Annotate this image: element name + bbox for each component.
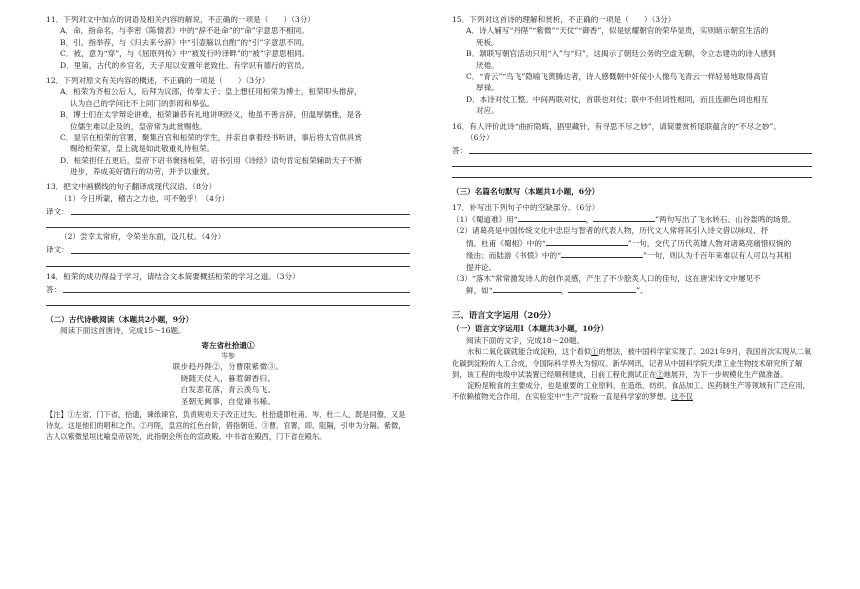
question-15-option-a: [452, 25, 812, 48]
question-15: [452, 14, 812, 117]
answer-line[interactable]: [46, 256, 410, 267]
text: （2）诸葛亮是中国传统文化中忠臣与智者的代表人物，历代文人常将其引入诗文借以咏叹、抒: [452, 226, 769, 236]
question-12-option-b: [46, 109, 410, 132]
question-11-option-a: A．命，指命名，与李密《陈情表》中的“辞不赴命”的“命”字意思不相同。: [60, 26, 309, 36]
option-line: B．颔联写朝官活动只用“入”与“归”，这揭示了朝廷公务的空虚无聊，令立志建功的诗人感到: [466, 49, 776, 59]
option-line-continued: 厌倦。: [476, 60, 499, 70]
option-line: A．诗人辅写“丹陛”“紫微”“天仗”“御香”，似是炫耀朝官的荣华显贵，实则暗示朝官生活的: [466, 26, 769, 36]
question-17-item-3: [452, 273, 812, 297]
question-15-option-d: [452, 94, 812, 117]
text-line: [452, 237, 812, 249]
text: ”两句写出了飞水转石、山谷轰鸣的场景。: [655, 215, 796, 225]
question-14: [46, 271, 410, 306]
right-column: [452, 14, 812, 403]
poem-line: 联步趋丹陛②，分曹限紫微③。: [172, 362, 284, 372]
answer-line[interactable]: [452, 156, 812, 167]
question-11-option-d: D．里第，古代的乡官名，天子用以安置年老致仕、有学识有德行的官员。: [60, 60, 310, 70]
passage-paragraph-2: [452, 380, 812, 403]
question-15-option-c: [452, 71, 812, 94]
question-17-stem: 17．补写出下列句子中的空缺部分。（6分）: [452, 202, 600, 212]
question-12-option-c: [46, 132, 410, 155]
text: ，: [585, 215, 594, 225]
option-line: C．显宗在桓荣的官署，聚集百官和桓荣的学生，并亲自拿着经书听讲，事后将太官供具赏: [60, 132, 362, 142]
poem-title: 寄左省杜拾遗①: [201, 340, 255, 350]
option-line: A．桓荣为齐桓公后人，后拜为议郎，传奉太子；皇上想任用桓荣为博士，桓荣叩头推辞，: [60, 87, 362, 97]
text: 地展开，为下一步规模化生产做准备。: [663, 369, 788, 379]
option-line-continued: 认为自己的学问比不上同门的彭闳和皋弘。: [70, 98, 215, 108]
answer-line[interactable]: [452, 167, 812, 178]
section-poetry-intro: 阅读下面这首唐诗，完成15～16题。: [60, 326, 186, 336]
answer-label: 答：: [452, 145, 468, 155]
option-line-continued: 对应。: [476, 106, 499, 116]
fill-blank[interactable]: [493, 284, 561, 293]
question-13-sentence-2: （2）尝幸太常府，令荣坐东面，设几杖。（4分）: [60, 232, 226, 242]
answer-line[interactable]: [452, 144, 812, 156]
question-12-stem: 12．下列对原文有关内容的概述，不正确的一项是（ ）（3分）: [46, 75, 270, 85]
blank-marker-2: ②: [656, 369, 664, 379]
answer-line[interactable]: [46, 205, 410, 217]
option-line-continued: 厚禄。: [476, 83, 499, 93]
answer-line[interactable]: [46, 283, 410, 295]
option-line: D．本诗对仗工整。中间两联对仗，首联也对仗；联中不但词性相同，而且连颜色词也相互: [466, 94, 769, 104]
question-17: [452, 202, 812, 297]
poem-line: 圣朝无阙事，自觉谏书稀。: [180, 396, 276, 406]
blank-marker-1: ①: [591, 347, 599, 357]
text: （1）《蜀道难》用“: [452, 215, 518, 225]
question-12: [46, 75, 410, 178]
fill-blank[interactable]: [518, 213, 586, 222]
question-16-score: （6分）: [466, 132, 494, 142]
part-3-heading: 三、语言文字运用（20分）: [452, 309, 556, 320]
question-16-stem: 16．有人评价此诗“曲折隐晦，猖里藏针，有寻思不尽之妙”，请简要赏析尾联蕴含的“不尽之妙”。: [452, 121, 781, 131]
poem-line: 晓随天仗入，暮惹御香归。: [180, 373, 276, 383]
text: 提并论。: [466, 262, 497, 272]
fill-blank[interactable]: [568, 284, 636, 293]
question-17-item-2: [452, 225, 812, 273]
question-13: [46, 181, 410, 266]
answer-line[interactable]: [46, 244, 410, 256]
underlined-sentence: 这不仅: [671, 392, 693, 402]
fill-blank[interactable]: [593, 213, 655, 222]
option-line-continued: 位儒生难以企及的，皇帝常为此赏赐他。: [70, 121, 207, 131]
translation-label: 译文：: [46, 245, 69, 255]
poem-note: 【注】①左省，门下省，拾遗，谏纸谏官，负责规劝天子改正过失。杜拾遗即杜甫。岑、杜二人，既是同僚，又是诗友。这是他们的唱和之作。②丹陛，皇宫的红色台阶，借指朝廷。③曹，官署，即，阻隔，引申为分隔。紫微，古人以紫微星垣比喻皇帝居处，此指朝会所在的宣政殿。中书省在殿西，门下省在殿东。: [46, 409, 406, 441]
question-11-option-b: B．引，指举荐，与《归去来兮辞》中“引壶觞以自酌”的“引”字意思不同。: [60, 37, 309, 47]
question-11-option-c: C．被，意为“穿”，与《屈原列传》中“被发行吟泽畔”的“被”字意思相同。: [60, 49, 310, 59]
answer-rule: [71, 214, 410, 215]
question-12-option-d: [46, 155, 410, 178]
question-17-item-1: [452, 213, 812, 225]
option-line: B．博士们在太学辩论讲难，桓荣谦恭有礼地讲明经义，他虽不善言辞，但温厚儒雅，是各: [60, 110, 362, 120]
question-13-stem: 13．把文中画横线的句子翻译成现代汉语。（8分）: [46, 182, 217, 192]
subsection-intro: 阅读下面的文字，完成18～20题。: [466, 335, 585, 345]
poem-author: 岑参: [221, 352, 235, 361]
question-12-option-a: [46, 86, 410, 109]
section-poetry-heading: （二）古代诗歌阅读（本题共2小题，9分）: [46, 315, 194, 325]
answer-rule: [469, 153, 812, 154]
question-11: [46, 14, 410, 71]
text: 缘由；而陆游《书愤》中的“: [466, 251, 562, 261]
option-line-continued: 赐给桓荣家，皇上就是如此敬重礼待桓荣。: [70, 144, 215, 154]
text: ”。: [636, 286, 648, 296]
option-line: D．桓荣担任五更后，皇帝下诏书褒扬桓荣，诏书引用《诗经》语句肯定桓荣辅助天子不断: [60, 155, 363, 165]
subsection-heading: （一）语言文字运用Ⅰ（本题共3小题，10分）: [452, 324, 609, 334]
text: ”一句，交代了历代英雄人物对诸葛亮痛惜叹惋的: [627, 238, 792, 248]
text-line: [452, 249, 812, 261]
text: ”一句，则认为千百年来难以有人可以与其相: [643, 251, 792, 261]
passage-paragraph-1: [452, 346, 812, 380]
left-column: [46, 14, 410, 442]
section-recitation-heading: （三）名篇名句默写（本题共1小题，6分）: [452, 187, 600, 197]
question-15-stem: 15．下列对这首诗的理解和赏析，不正确的一项是（ ）（3分）: [452, 15, 676, 24]
text: 淀粉是粮食的主要成分，也是重要的工业原料，在造纸、纺织、食品加工、医药制生产等领域有广泛应用，不依赖植物光合作用，在实验室中“生产”淀粉一直是科学家的梦想。: [452, 381, 810, 402]
text: 情。杜甫《蜀相》中的“: [466, 238, 546, 248]
text: （3）“落木”常常激发诗人的创作灵感，产生了不少脍炙人口的佳句，这在唐宋诗文中屡见不: [452, 274, 761, 284]
question-16: [452, 121, 812, 179]
question-14-stem: 14．桓荣的成功得益于学习，请结合文本简要概括桓荣的学习之道。（3分）: [46, 271, 300, 281]
text: 的想法，被中国科学家实现了。2021年9月，我国首次实现从二氧化碳到淀粉的人工合成，令国际科学界大为惊叹。新华网讯，记者从中国科学院天津工业生物技术研究所了解到，该工程的电级中试装置已经顺利建成，日前工程化测试正在: [452, 347, 812, 379]
question-11-stem: 11．下列对文中加点的词语及相关内容的解说，不正确的一项是（ ）（3分）: [46, 15, 315, 24]
option-line-continued: 死板。: [476, 37, 499, 47]
answer-line[interactable]: [46, 295, 410, 306]
translation-label: 译文：: [46, 206, 69, 216]
answer-label: 答：: [46, 284, 62, 294]
fill-blank[interactable]: [561, 249, 643, 258]
answer-rule: [63, 292, 410, 293]
text: 水和二氧化碳就能合成淀粉，这个看似: [467, 347, 592, 357]
question-13-sentence-1: （1）今日所蒙，稽古之力也，可不勉乎！（4分）: [60, 193, 230, 203]
poem: [46, 340, 410, 407]
option-line: C．“青云”“鸟飞”隐喻飞黄腾达者，诗人感慨朝中奸佞小人像鸟飞青云一样轻易地取得高官: [466, 71, 769, 81]
text: 鲜，如“: [466, 286, 493, 296]
text-line: [452, 284, 812, 296]
fill-blank[interactable]: [546, 237, 628, 246]
text: ，: [560, 286, 569, 296]
answer-line[interactable]: [46, 217, 410, 228]
answer-rule: [71, 253, 410, 254]
poem-line: 白发悲花落，青云羡鸟飞。: [180, 385, 276, 395]
option-line-continued: 进步，养成美好德行的功劳，并予以重赏。: [70, 167, 215, 177]
question-15-option-b: [452, 48, 812, 71]
